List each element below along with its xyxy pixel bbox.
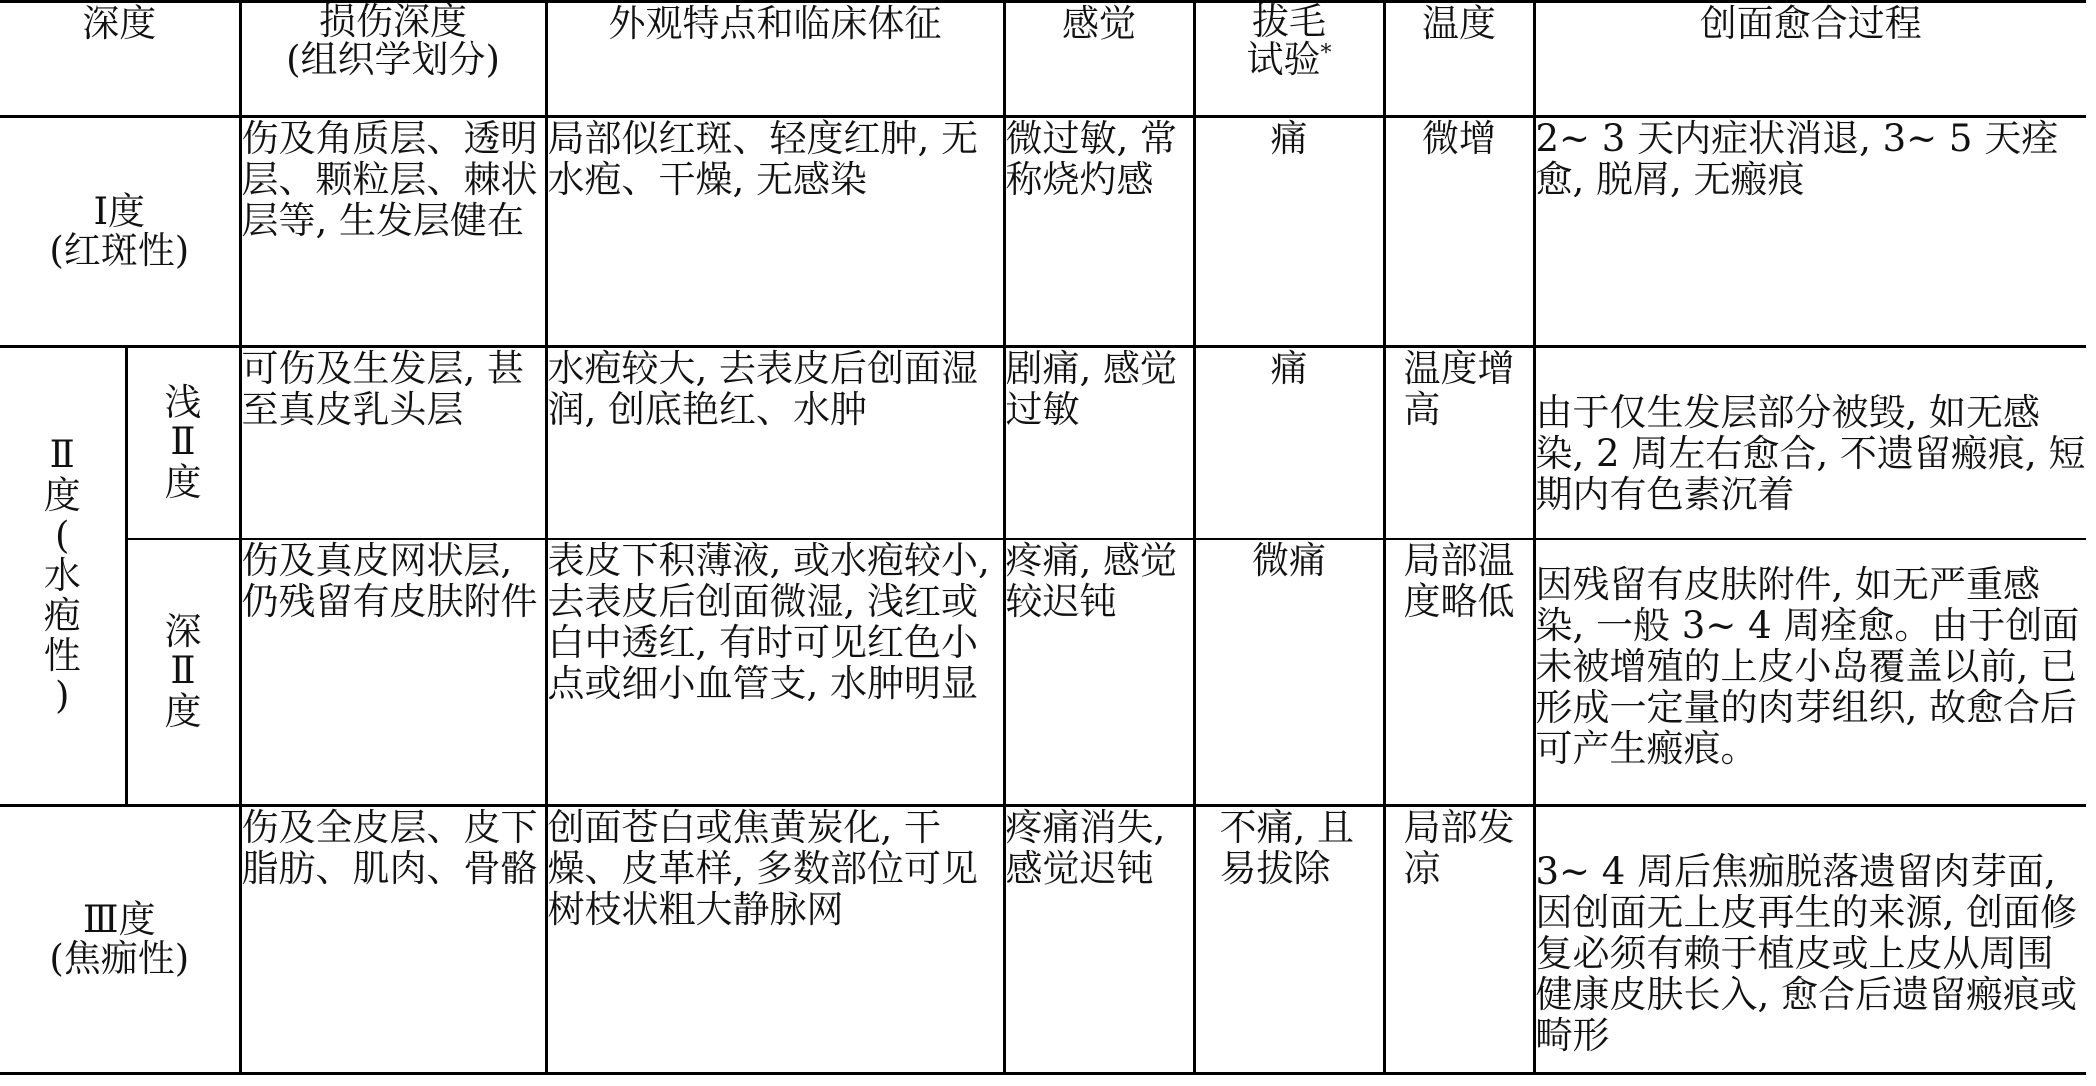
table-row-degree-1: [0, 117, 2086, 347]
footnote-mark: *: [1320, 41, 1332, 66]
degree-3-injury: 伤及全皮层、皮下脂肪、肌肉、骨骼: [240, 806, 546, 1074]
degree-2-shallow-hair-test: 痛: [1194, 347, 1384, 539]
degree-1-healing: 2~ 3 天内症状消退, 3~ 5 天痊愈, 脱屑, 无瘢痕: [1534, 117, 2086, 347]
degree-2-deep-label: 深 Ⅱ 度: [126, 539, 240, 806]
degree-2-deep-appearance: 表皮下积薄液, 或水疱较小, 去表皮后创面微湿, 浅红或白中透红, 有时可见红色小点或细小血管支, 水肿明显: [546, 539, 1004, 806]
header-hair-test: 拔毛 试验*: [1194, 2, 1384, 117]
degree-3-healing: 3~ 4 周后焦痂脱落遗留肉芽面, 因创面无上皮再生的来源, 创面修复必须有赖于植皮或上皮从周围健康皮肤长入, 愈合后遗留瘢痕或畸形: [1534, 806, 2086, 1074]
degree-2-label: Ⅱ 度 ( 水 疱 性 ): [0, 347, 126, 806]
degree-2-deep-injury: 伤及真皮网状层, 仍残留有皮肤附件: [240, 539, 546, 806]
table-row-degree-3: [0, 806, 2086, 1074]
degree-1-temperature: 微增: [1384, 117, 1534, 347]
degree-1-appearance: 局部似红斑、轻度红肿, 无水疱、干燥, 无感染: [546, 117, 1004, 347]
table-row-degree-2-shallow: [0, 347, 2086, 539]
degree-3-sensation: 疼痛消失, 感觉迟钝: [1004, 806, 1194, 1074]
header-row: [0, 2, 2086, 117]
degree-3-hair-test: 不痛, 且易拔除: [1194, 806, 1384, 1074]
degree-2-shallow-sensation: 剧痛, 感觉过敏: [1004, 347, 1194, 539]
degree-2-deep-healing: 因残留有皮肤附件, 如无严重感染, 一般 3~ 4 周痊愈。由于创面未被增殖的上皮小岛覆盖以前, 已形成一定量的肉芽组织, 故愈合后可产生瘢痕。: [1534, 539, 2086, 806]
degree-1-label: Ⅰ度 (红斑性): [49, 191, 190, 272]
degree-2-deep-temperature: 局部温度略低: [1384, 539, 1534, 806]
degree-3-appearance: 创面苍白或焦黄炭化, 干燥、皮革样, 多数部位可见树枝状粗大静脉网: [546, 806, 1004, 1074]
degree-2-shallow-healing: 由于仅生发层部分被毁, 如无感染, 2 周左右愈合, 不遗留瘢痕, 短期内有色素沉着: [1534, 347, 2086, 539]
degree-3-label: Ⅲ度 (焦痂性): [0, 806, 240, 1074]
degree-2-shallow-injury: 可伤及生发层, 甚至真皮乳头层: [240, 347, 546, 539]
degree-3-temperature: 局部发凉: [1384, 806, 1534, 1074]
header-injury-depth: 损伤深度 (组织学划分): [240, 2, 546, 117]
degree-2-shallow-appearance: 水疱较大, 去表皮后创面湿润, 创底艳红、水肿: [546, 347, 1004, 539]
table-row-degree-2-deep: [0, 539, 2086, 806]
header-sensation: 感觉: [1004, 2, 1194, 117]
header-temperature: 温度: [1384, 2, 1534, 117]
degree-2-shallow-temperature: 温度增高: [1384, 347, 1534, 539]
degree-1-sensation: 微过敏, 常称烧灼感: [1004, 117, 1194, 347]
header-appearance: 外观特点和临床体征: [546, 2, 1004, 117]
degree-1-hair-test: 痛: [1194, 117, 1384, 347]
header-depth: 深度: [0, 2, 240, 117]
degree-1-injury: 伤及角质层、透明层、颗粒层、棘状层等, 生发层健在: [240, 117, 546, 347]
degree-2-deep-sensation: 疼痛, 感觉较迟钝: [1004, 539, 1194, 806]
header-healing: 创面愈合过程: [1534, 2, 2086, 117]
degree-2-deep-hair-test: 微痛: [1194, 539, 1384, 806]
degree-2-shallow-label: 浅 Ⅱ 度: [126, 347, 240, 539]
